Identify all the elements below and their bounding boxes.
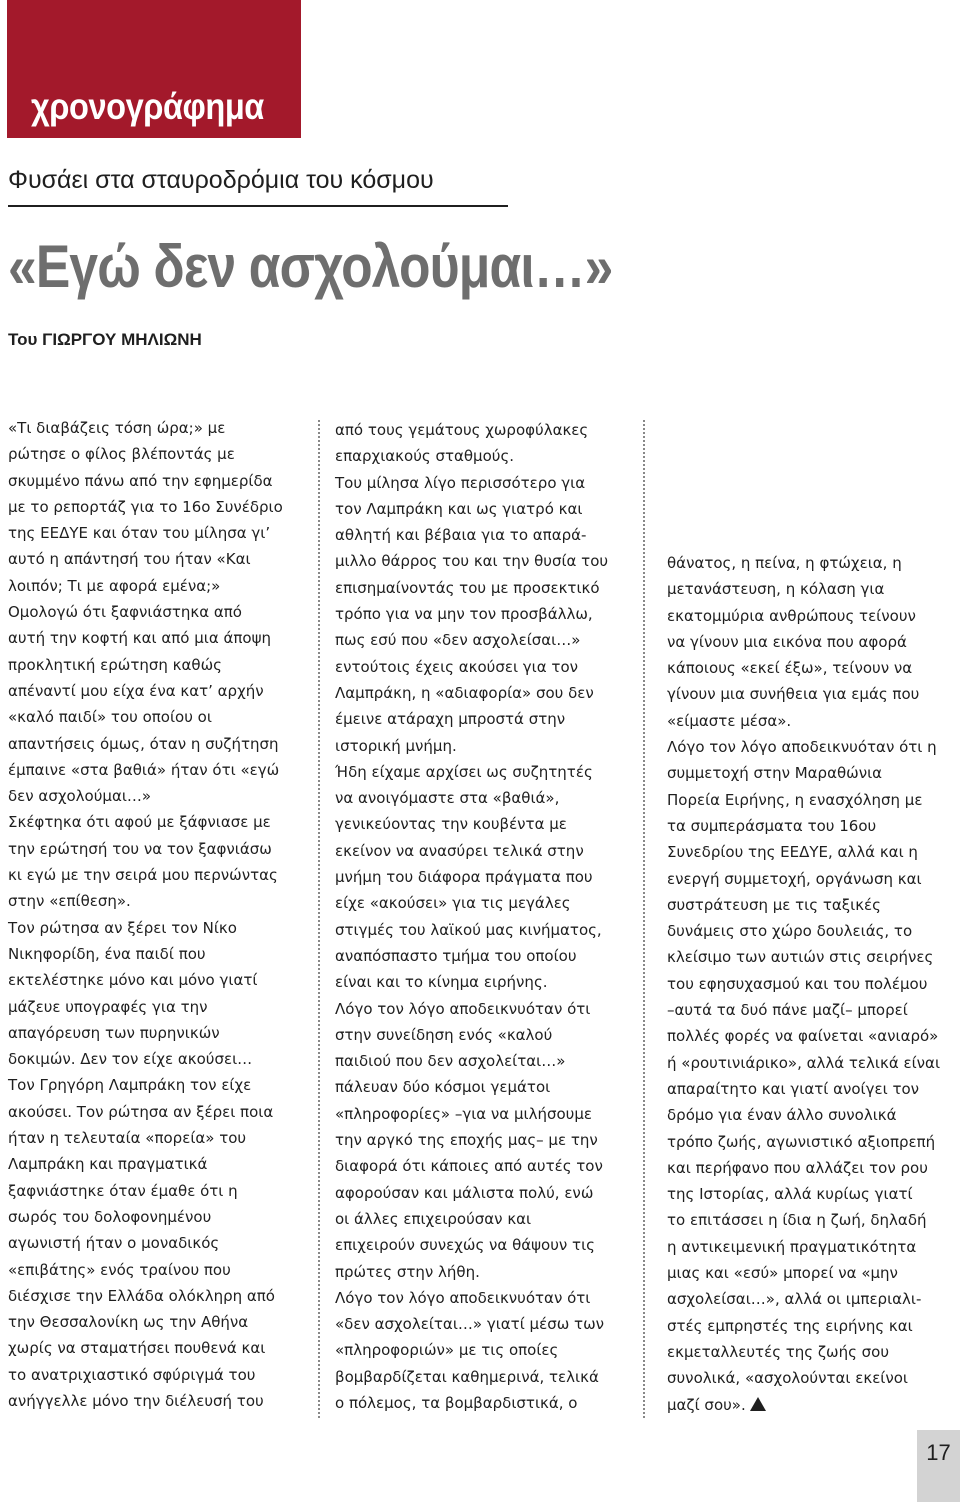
- text-line: χωρίς να σταματήσει πουθενά και: [8, 1339, 266, 1358]
- text-line: μάζευε υπογραφές για την: [8, 997, 208, 1016]
- text-line: ιστορική μνήμη.: [335, 736, 457, 755]
- text-line: κάποιους «εκεί έξω», τείνουν να: [667, 659, 913, 678]
- kicker-underline: [8, 205, 508, 207]
- text-line: την Θεσσαλονίκη ως την Αθήνα: [8, 1313, 249, 1332]
- text-line: συνολικά, «ασχολούνται εκείνοι: [667, 1369, 909, 1388]
- text-line: πρώτες στην λήθη.: [335, 1262, 480, 1281]
- text-line: πως εσύ που «δεν ασχολείσαι…»: [335, 631, 581, 650]
- text-line: μιας και «εσύ» μπορεί να «μην: [667, 1264, 898, 1283]
- text-line: Λόγο τον λόγο αποδεικνυόταν ότι: [335, 1288, 591, 1307]
- text-line: εκατομμύρια ανθρώπους τείνουν: [667, 606, 916, 625]
- text-line: του εφησυχασμού και του πολέμου: [667, 974, 928, 993]
- text-line: ρώτησε ο φίλος βλέποντάς με: [8, 445, 235, 464]
- author-byline: Του ΓΙΩΡΓΟΥ ΜΗΛΙΩΝΗ: [8, 330, 202, 349]
- text-line: μιλλο θάρρος του και την θυσία του: [335, 552, 609, 571]
- text-line: Τον ρώτησα αν ξέρει τον Νίκο: [8, 918, 237, 937]
- text-line: ασχολείσαι…», αλλά οι ιμπεριαλι-: [667, 1290, 922, 1309]
- text-column-3: [667, 550, 940, 1418]
- text-line: επισημαίνοντάς του με προσεκτικό: [335, 578, 600, 597]
- text-line: γενικεύοντας την κουβέντα με: [335, 815, 567, 834]
- text-line: επιχειρούν συνεχώς να θάψουν τις: [335, 1236, 595, 1255]
- text-line: αγωνιστή ήταν ο μοναδικός: [8, 1234, 220, 1253]
- text-line: στές εμπρηστές της ειρήνης και: [667, 1316, 913, 1335]
- text-line: στην «επίθεση».: [8, 892, 131, 911]
- text-line: τον Λαμπράκη και ως γιατρό και: [335, 499, 583, 518]
- text-line: απαντήσεις όμως, όταν η συζήτηση: [8, 734, 279, 753]
- text-column-1: [8, 415, 283, 1414]
- text-line: το επιτάσσει η ίδια η ζωή, δηλαδή: [667, 1211, 927, 1230]
- text-line: μετανάστευση, η κόλαση για: [667, 580, 885, 599]
- text-line: τρόπο για να μην τον προσβάλλω,: [335, 605, 593, 624]
- text-line: αθλητή και βέβαια για το απαρά-: [335, 526, 587, 545]
- text-line: οι άλλες επιχειρούσαν και: [335, 1209, 532, 1228]
- text-line: «καλό παιδί» του οποίου οι: [8, 708, 212, 727]
- page-number: 17: [926, 1440, 951, 1465]
- text-line: Ομολογώ ότι ξαφνιάστηκα από: [8, 603, 242, 622]
- section-label: χρονογράφημα: [31, 86, 264, 127]
- text-line: ακούσει. Τον ρώτησα αν ξέρει ποια: [8, 1102, 274, 1121]
- text-line: με το ρεπορτάζ για το 16ο Συνέδριο: [8, 497, 283, 516]
- text-line: μνήμη του διάφορα πράγματα που: [335, 868, 593, 887]
- text-line: και περήφανο που αλλάζει τον ρου: [667, 1158, 928, 1177]
- text-line: Λόγο τον λόγο αποδεικνυόταν ότι η: [667, 738, 937, 757]
- text-line: στιγμές του λαϊκού μας κινήματος,: [335, 920, 602, 939]
- text-line: τρόπο ζωής, αγωνιστικό αξιοπρεπή: [667, 1132, 936, 1151]
- text-line: δρόμο για έναν άλλο συνολικά: [667, 1106, 897, 1125]
- text-line: «Τι διαβάζεις τόση ώρα;» με: [8, 419, 226, 437]
- text-line: Νικηφορίδη, ένα παιδί που: [8, 944, 206, 963]
- text-line: την ερώτησή του να τον ξαφνιάσω: [8, 839, 272, 858]
- text-line: δεν ασχολούμαι…»: [8, 787, 152, 806]
- text-line: κλείσιμο των αυτιών στις σειρήνες: [667, 948, 934, 967]
- text-line: «είμαστε μέσα».: [667, 711, 792, 730]
- text-line: εκείνον να ανασύρει τελικά στην: [335, 841, 584, 860]
- text-line: σωρός του δολοφονημένου: [8, 1207, 212, 1226]
- text-line: εκμεταλλευτές της ζωής σου: [667, 1342, 890, 1361]
- text-line: εκτελέστηκε μόνο και μόνο γιατί: [8, 971, 258, 990]
- text-line: Πορεία Ειρήνης, η ενασχόληση με: [667, 790, 923, 809]
- text-line: προκλητική ερώτηση καθώς: [8, 655, 222, 674]
- text-line: της ΕΕΔΥΕ και όταν του μίλησα γι’: [8, 524, 271, 543]
- text-line: «πληροφοριών» με τις οποίες: [335, 1341, 559, 1360]
- text-line: είναι και το κίνημα ειρήνης.: [335, 973, 548, 992]
- text-line: διέσχισε την Ελλάδα ολόκληρη από: [8, 1286, 275, 1305]
- text-line: έμεινε ατάραχη μπροστά στην: [335, 710, 566, 729]
- text-line: ή «ρουτινιάρικο», αλλά τελικά είναι: [667, 1053, 941, 1072]
- text-line: στην συνείδηση ενός «καλού: [335, 1025, 553, 1044]
- text-line: αυτή την κοφτή και από μια άποψη: [8, 629, 271, 648]
- text-line: να ανοιγόμαστε στα «βαθιά»,: [335, 789, 560, 808]
- text-column-2: [335, 417, 608, 1416]
- text-line: γίνουν μια συνήθεια για εμάς που: [667, 685, 920, 704]
- text-line: ο πόλεμος, τα βομβαρδιστικά, ο: [335, 1393, 578, 1412]
- text-line: ανήγγελλε μόνο την διέλευσή του: [8, 1391, 264, 1410]
- text-line: απαραίτητο και γιατί ανοίγει τον: [667, 1079, 920, 1098]
- text-line: εντούτοις έχεις ακούσει για τον: [335, 657, 578, 676]
- text-line: Ήδη είχαμε αρχίσει ως συζητητές: [335, 762, 593, 781]
- text-line: δοκιμών. Δεν τον είχε ακούσει…: [8, 1050, 253, 1069]
- text-line: η αντικειμενική πραγματικότητα: [667, 1237, 917, 1256]
- text-line: ενεργή συμμετοχή, οργάνωση και: [667, 869, 922, 888]
- text-line: αφορούσαν και μάλιστα πολύ, ενώ: [335, 1183, 594, 1202]
- text-line: ήταν η τελευταία «πορεία» του: [8, 1129, 247, 1148]
- text-line: το ανατριχιαστικό σφύριγμά του: [8, 1365, 256, 1384]
- text-line: μαζί σου».: [667, 1392, 940, 1418]
- text-line: βομβαρδίζεται καθημερινά, τελικά: [335, 1367, 599, 1386]
- text-line: «δεν ασχολείται…» γιατί μέσω των: [335, 1315, 605, 1334]
- text-line: Τον Γρηγόρη Λαμπράκη τον είχε: [8, 1076, 252, 1095]
- text-line: απαγόρευση των πυρηνικών: [8, 1023, 220, 1042]
- text-line: απέναντί μου είχα ένα κατ’ αρχήν: [8, 681, 264, 700]
- text-line: Λόγο τον λόγο αποδεικνυόταν ότι: [335, 999, 591, 1018]
- column-divider: [318, 420, 320, 1418]
- text-line: Συνεδρίου της ΕΕΔΥΕ, αλλά και η: [667, 843, 918, 862]
- text-line: να γίνουν μια εικόνα που αφορά: [667, 632, 907, 651]
- kicker-subtitle: Φυσάει στα σταυροδρόμια του κόσμου: [8, 166, 434, 194]
- text-line: τα συμπεράσματα του 16ου: [667, 816, 877, 835]
- text-line: της Ιστορίας, αλλά κυρίως γιατί: [667, 1185, 913, 1204]
- text-line: επαρχιακούς σταθμούς.: [335, 447, 515, 466]
- text-line: Σκέφτηκα ότι αφού με ξάφνιασε με: [8, 813, 271, 832]
- text-line: έμπαινε «στα βαθιά» ήταν ότι «εγώ: [8, 760, 280, 779]
- text-line: κι εγώ με την σειρά μου περνώντας: [8, 866, 278, 885]
- text-line: –αυτά τα δυό πάνε μαζί– μπορεί: [667, 1001, 908, 1020]
- text-line: συστράτευση με τις ταξικές: [667, 895, 881, 914]
- text-line: «επιβάτης» ενός τραίνου που: [8, 1260, 231, 1279]
- text-line: αυτό η απάντησή του ήταν «Και: [8, 550, 251, 569]
- text-line: Του μίλησα λίγο περισσότερο για: [335, 473, 586, 492]
- text-line: δυνάμεις στο χώρο δουλειάς, το: [667, 922, 913, 941]
- text-line: ξαφνιάστηκε όταν έμαθε ότι η: [8, 1181, 238, 1200]
- text-line: πολλές φορές να φαίνεται «ανιαρό»: [667, 1027, 939, 1046]
- text-line: είχε «ακούσει» για τις μεγάλες: [335, 894, 571, 913]
- text-line: λοιπόν; Τι με αφορά εμένα;»: [8, 576, 221, 595]
- column-divider: [643, 420, 645, 1418]
- text-line: από τους γεμάτους χωροφύλακες: [335, 421, 589, 439]
- text-line: παιδιού που δεν ασχολείται…»: [335, 1052, 566, 1071]
- text-line: αναπόσπαστο τμήμα του οποίου: [335, 946, 577, 965]
- text-line: διαφορά ότι κάποιες από αυτές τον: [335, 1157, 603, 1176]
- text-line: συμμετοχή στην Μαραθώνια: [667, 764, 883, 783]
- text-line: σκυμμένο πάνω από την εφημερίδα: [8, 471, 273, 490]
- text-line: πάλευαν δύο κόσμοι γεμάτοι: [335, 1078, 551, 1097]
- triangle-up-icon: [750, 1397, 766, 1411]
- text-line: την αργκό της εποχής μας– με την: [335, 1131, 598, 1150]
- text-line: «πληροφορίες» –για να μιλήσουμε: [335, 1104, 592, 1123]
- article-headline: «Εγώ δεν ασχολούμαι…»: [8, 233, 613, 300]
- text-line: θάνατος, η πείνα, η φτώχεια, η: [667, 554, 902, 572]
- text-line: Λαμπράκη, η «αδιαφορία» σου δεν: [335, 683, 594, 702]
- text-line: Λαμπράκη και πραγματικά: [8, 1155, 208, 1174]
